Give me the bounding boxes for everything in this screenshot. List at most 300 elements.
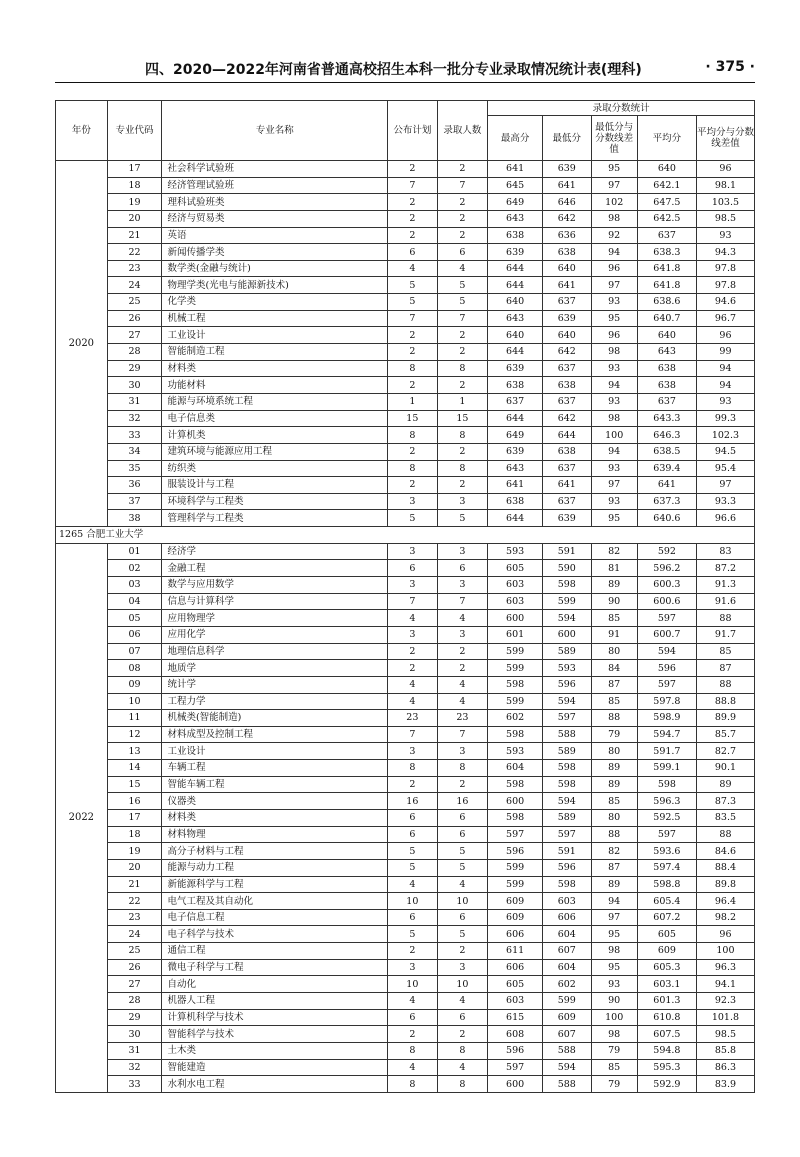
avg-score: 596.2 — [637, 560, 696, 577]
min-score: 639 — [543, 161, 591, 178]
avg-diff: 88 — [696, 826, 754, 843]
admitted-count: 4 — [437, 676, 488, 693]
major-name: 服装设计与工程 — [162, 477, 388, 494]
avg-score: 637.3 — [637, 493, 696, 510]
major-code: 28 — [107, 344, 162, 361]
major-name: 微电子科学与工程 — [162, 959, 388, 976]
max-score: 600 — [488, 793, 543, 810]
major-code: 30 — [107, 1026, 162, 1043]
table-row — [56, 1042, 755, 1059]
major-code: 26 — [107, 959, 162, 976]
planned-count: 2 — [388, 227, 438, 244]
admitted-count: 1 — [437, 393, 488, 410]
planned-count: 8 — [388, 460, 438, 477]
avg-score: 640.6 — [637, 510, 696, 527]
major-name: 机械类(智能制造) — [162, 710, 388, 727]
major-name: 应用物理学 — [162, 610, 388, 627]
table-row — [56, 1076, 755, 1093]
planned-count: 4 — [388, 693, 438, 710]
table-row — [56, 294, 755, 311]
admitted-count: 5 — [437, 510, 488, 527]
major-code: 27 — [107, 976, 162, 993]
min-diff: 91 — [591, 626, 637, 643]
max-score: 603 — [488, 993, 543, 1010]
table-row — [56, 1026, 755, 1043]
min-diff: 100 — [591, 1009, 637, 1026]
max-score: 598 — [488, 726, 543, 743]
min-score: 641 — [543, 277, 591, 294]
max-score: 593 — [488, 743, 543, 760]
page-header — [55, 55, 755, 83]
planned-count: 2 — [388, 943, 438, 960]
avg-score: 596 — [637, 660, 696, 677]
major-name: 计算机科学与技术 — [162, 1009, 388, 1026]
major-name: 工业设计 — [162, 743, 388, 760]
planned-count: 7 — [388, 726, 438, 743]
table-row — [56, 993, 755, 1010]
admitted-count: 7 — [437, 726, 488, 743]
min-diff: 95 — [591, 959, 637, 976]
avg-score: 594.8 — [637, 1042, 696, 1059]
admitted-count: 2 — [437, 161, 488, 178]
table-row — [56, 393, 755, 410]
avg-diff: 83.5 — [696, 809, 754, 826]
avg-score: 640 — [637, 161, 696, 178]
min-diff: 96 — [591, 327, 637, 344]
avg-score: 594 — [637, 643, 696, 660]
planned-count: 2 — [388, 477, 438, 494]
min-score: 603 — [543, 893, 591, 910]
major-name: 智能车辆工程 — [162, 776, 388, 793]
major-name: 新能源科学与工程 — [162, 876, 388, 893]
min-diff: 85 — [591, 693, 637, 710]
planned-count: 2 — [388, 660, 438, 677]
admitted-count: 5 — [437, 843, 488, 860]
avg-score: 598 — [637, 776, 696, 793]
major-name: 智能科学与技术 — [162, 1026, 388, 1043]
major-name: 机械工程 — [162, 310, 388, 327]
year-cell: 2020 — [56, 161, 108, 527]
min-diff: 80 — [591, 743, 637, 760]
table-row — [56, 1059, 755, 1076]
avg-diff: 93 — [696, 393, 754, 410]
admitted-count: 3 — [437, 743, 488, 760]
min-diff: 87 — [591, 676, 637, 693]
max-score: 606 — [488, 926, 543, 943]
major-name: 建筑环境与能源应用工程 — [162, 443, 388, 460]
min-diff: 94 — [591, 443, 637, 460]
major-name: 经济与贸易类 — [162, 210, 388, 227]
max-score: 603 — [488, 577, 543, 594]
admitted-count: 2 — [437, 227, 488, 244]
admitted-count: 6 — [437, 809, 488, 826]
planned-count: 3 — [388, 959, 438, 976]
avg-diff: 91.3 — [696, 577, 754, 594]
major-name: 金融工程 — [162, 560, 388, 577]
major-code: 34 — [107, 443, 162, 460]
major-code: 18 — [107, 177, 162, 194]
table-row — [56, 909, 755, 926]
table-row — [56, 344, 755, 361]
planned-count: 6 — [388, 909, 438, 926]
admitted-count: 4 — [437, 1059, 488, 1076]
avg-score: 591.7 — [637, 743, 696, 760]
min-score: 589 — [543, 809, 591, 826]
major-code: 33 — [107, 427, 162, 444]
min-score: 591 — [543, 543, 591, 560]
avg-diff: 99.3 — [696, 410, 754, 427]
admitted-count: 2 — [437, 477, 488, 494]
major-code: 37 — [107, 493, 162, 510]
min-diff: 94 — [591, 244, 637, 261]
table-row — [56, 477, 755, 494]
planned-count: 2 — [388, 776, 438, 793]
min-score: 642 — [543, 210, 591, 227]
table-row — [56, 726, 755, 743]
min-diff: 88 — [591, 710, 637, 727]
min-diff: 79 — [591, 1042, 637, 1059]
major-name: 智能建造 — [162, 1059, 388, 1076]
avg-score: 592 — [637, 543, 696, 560]
min-score: 590 — [543, 560, 591, 577]
max-score: 644 — [488, 260, 543, 277]
major-code: 29 — [107, 1009, 162, 1026]
avg-score: 642.1 — [637, 177, 696, 194]
min-diff: 89 — [591, 577, 637, 594]
major-name: 水利水电工程 — [162, 1076, 388, 1093]
planned-count: 6 — [388, 560, 438, 577]
table-row — [56, 943, 755, 960]
col-code: 专业代码 — [107, 101, 162, 161]
min-score: 638 — [543, 377, 591, 394]
min-diff: 89 — [591, 776, 637, 793]
avg-diff: 85 — [696, 643, 754, 660]
avg-score: 597 — [637, 610, 696, 627]
admitted-count: 3 — [437, 493, 488, 510]
major-code: 26 — [107, 310, 162, 327]
major-name: 机器人工程 — [162, 993, 388, 1010]
avg-diff: 98.5 — [696, 1026, 754, 1043]
min-diff: 87 — [591, 859, 637, 876]
avg-diff: 99 — [696, 344, 754, 361]
min-score: 604 — [543, 959, 591, 976]
university-label: 1265 合肥工业大学 — [56, 527, 755, 544]
max-score: 598 — [488, 676, 543, 693]
avg-score: 603.1 — [637, 976, 696, 993]
avg-score: 640 — [637, 327, 696, 344]
major-name: 仪器类 — [162, 793, 388, 810]
major-name: 数学类(金融与统计) — [162, 260, 388, 277]
admitted-count: 4 — [437, 693, 488, 710]
major-code: 24 — [107, 926, 162, 943]
avg-diff: 97.8 — [696, 260, 754, 277]
major-code: 14 — [107, 760, 162, 777]
table-row — [56, 1009, 755, 1026]
major-name: 地质学 — [162, 660, 388, 677]
min-diff: 94 — [591, 377, 637, 394]
major-name: 车辆工程 — [162, 760, 388, 777]
table-row — [56, 893, 755, 910]
admitted-count: 5 — [437, 294, 488, 311]
major-code: 35 — [107, 460, 162, 477]
avg-diff: 94.6 — [696, 294, 754, 311]
major-name: 社会科学试验班 — [162, 161, 388, 178]
min-score: 598 — [543, 577, 591, 594]
max-score: 649 — [488, 194, 543, 211]
min-diff: 95 — [591, 510, 637, 527]
major-code: 29 — [107, 360, 162, 377]
table-row — [56, 493, 755, 510]
admitted-count: 4 — [437, 260, 488, 277]
avg-score: 641 — [637, 477, 696, 494]
major-name: 经济管理试验班 — [162, 177, 388, 194]
avg-diff: 88.4 — [696, 859, 754, 876]
min-score: 596 — [543, 676, 591, 693]
min-score: 591 — [543, 843, 591, 860]
max-score: 615 — [488, 1009, 543, 1026]
avg-score: 605.4 — [637, 893, 696, 910]
min-score: 641 — [543, 477, 591, 494]
max-score: 600 — [488, 610, 543, 627]
admitted-count: 6 — [437, 560, 488, 577]
avg-score: 593.6 — [637, 843, 696, 860]
planned-count: 16 — [388, 793, 438, 810]
admitted-count: 2 — [437, 327, 488, 344]
admission-stats-table — [55, 100, 755, 1093]
min-diff: 98 — [591, 344, 637, 361]
major-code: 15 — [107, 776, 162, 793]
min-diff: 97 — [591, 477, 637, 494]
max-score: 638 — [488, 227, 543, 244]
planned-count: 2 — [388, 161, 438, 178]
major-code: 21 — [107, 227, 162, 244]
major-code: 38 — [107, 510, 162, 527]
admitted-count: 6 — [437, 909, 488, 926]
min-diff: 93 — [591, 294, 637, 311]
admitted-count: 2 — [437, 943, 488, 960]
max-score: 608 — [488, 1026, 543, 1043]
min-diff: 93 — [591, 360, 637, 377]
major-name: 化学类 — [162, 294, 388, 311]
max-score: 644 — [488, 410, 543, 427]
min-score: 638 — [543, 244, 591, 261]
admitted-count: 10 — [437, 893, 488, 910]
table-row — [56, 460, 755, 477]
admitted-count: 2 — [437, 643, 488, 660]
avg-diff: 98.5 — [696, 210, 754, 227]
max-score: 639 — [488, 443, 543, 460]
major-code: 25 — [107, 943, 162, 960]
planned-count: 8 — [388, 1042, 438, 1059]
min-score: 594 — [543, 1059, 591, 1076]
avg-score: 598.9 — [637, 710, 696, 727]
min-score: 642 — [543, 344, 591, 361]
max-score: 644 — [488, 277, 543, 294]
min-diff: 79 — [591, 726, 637, 743]
major-name: 自动化 — [162, 976, 388, 993]
min-diff: 92 — [591, 227, 637, 244]
table-row — [56, 560, 755, 577]
avg-diff: 91.7 — [696, 626, 754, 643]
avg-diff: 88 — [696, 676, 754, 693]
table-row — [56, 360, 755, 377]
major-code: 17 — [107, 809, 162, 826]
planned-count: 6 — [388, 1009, 438, 1026]
table-body — [56, 161, 755, 1093]
table-row — [56, 443, 755, 460]
planned-count: 7 — [388, 177, 438, 194]
major-name: 信息与计算科学 — [162, 593, 388, 610]
max-score: 611 — [488, 943, 543, 960]
avg-diff: 96.4 — [696, 893, 754, 910]
major-name: 功能材料 — [162, 377, 388, 394]
max-score: 605 — [488, 976, 543, 993]
major-name: 地理信息科学 — [162, 643, 388, 660]
major-code: 21 — [107, 876, 162, 893]
admitted-count: 5 — [437, 926, 488, 943]
avg-diff: 89 — [696, 776, 754, 793]
col-min: 最低分 — [543, 116, 591, 161]
table-row — [56, 676, 755, 693]
max-score: 602 — [488, 710, 543, 727]
avg-score: 597.8 — [637, 693, 696, 710]
max-score: 599 — [488, 643, 543, 660]
major-name: 电子信息类 — [162, 410, 388, 427]
min-score: 594 — [543, 693, 591, 710]
min-score: 637 — [543, 360, 591, 377]
min-score: 588 — [543, 1076, 591, 1093]
max-score: 639 — [488, 244, 543, 261]
major-name: 通信工程 — [162, 943, 388, 960]
admitted-count: 3 — [437, 577, 488, 594]
avg-score: 599.1 — [637, 760, 696, 777]
avg-diff: 85.8 — [696, 1042, 754, 1059]
planned-count: 5 — [388, 843, 438, 860]
admitted-count: 2 — [437, 1026, 488, 1043]
avg-score: 638.3 — [637, 244, 696, 261]
table-row — [56, 926, 755, 943]
col-score-group: 录取分数统计 — [488, 101, 755, 116]
avg-diff: 83 — [696, 543, 754, 560]
min-diff: 94 — [591, 893, 637, 910]
section-row — [56, 527, 755, 544]
major-name: 数学与应用数学 — [162, 577, 388, 594]
min-diff: 98 — [591, 410, 637, 427]
avg-diff: 82.7 — [696, 743, 754, 760]
min-score: 639 — [543, 310, 591, 327]
admitted-count: 6 — [437, 826, 488, 843]
col-min-diff: 最低分与分数线差值 — [591, 116, 637, 161]
min-score: 599 — [543, 593, 591, 610]
planned-count: 4 — [388, 993, 438, 1010]
major-code: 19 — [107, 843, 162, 860]
avg-diff: 97.8 — [696, 277, 754, 294]
avg-score: 597 — [637, 826, 696, 843]
major-code: 32 — [107, 1059, 162, 1076]
planned-count: 6 — [388, 826, 438, 843]
table-row — [56, 610, 755, 627]
max-score: 596 — [488, 843, 543, 860]
planned-count: 4 — [388, 1059, 438, 1076]
avg-score: 609 — [637, 943, 696, 960]
major-name: 新闻传播学类 — [162, 244, 388, 261]
min-diff: 80 — [591, 643, 637, 660]
major-code: 13 — [107, 743, 162, 760]
planned-count: 6 — [388, 244, 438, 261]
max-score: 599 — [488, 876, 543, 893]
avg-score: 598.8 — [637, 876, 696, 893]
avg-diff: 96.7 — [696, 310, 754, 327]
table-row — [56, 310, 755, 327]
max-score: 643 — [488, 460, 543, 477]
table-row — [56, 427, 755, 444]
avg-diff: 83.9 — [696, 1076, 754, 1093]
max-score: 638 — [488, 377, 543, 394]
min-score: 594 — [543, 610, 591, 627]
avg-diff: 94.1 — [696, 976, 754, 993]
min-diff: 88 — [591, 826, 637, 843]
table-row — [56, 976, 755, 993]
avg-diff: 84.6 — [696, 843, 754, 860]
major-code: 27 — [107, 327, 162, 344]
major-code: 01 — [107, 543, 162, 560]
major-name: 纺织类 — [162, 460, 388, 477]
major-name: 电子信息工程 — [162, 909, 388, 926]
major-code: 31 — [107, 393, 162, 410]
avg-score: 600.3 — [637, 577, 696, 594]
min-score: 646 — [543, 194, 591, 211]
major-name: 智能制造工程 — [162, 344, 388, 361]
avg-score: 640.7 — [637, 310, 696, 327]
min-score: 636 — [543, 227, 591, 244]
max-score: 641 — [488, 161, 543, 178]
max-score: 598 — [488, 809, 543, 826]
planned-count: 3 — [388, 543, 438, 560]
avg-score: 638 — [637, 377, 696, 394]
major-code: 10 — [107, 693, 162, 710]
max-score: 600 — [488, 1076, 543, 1093]
max-score: 644 — [488, 344, 543, 361]
table-row — [56, 693, 755, 710]
avg-diff: 96 — [696, 926, 754, 943]
min-score: 641 — [543, 177, 591, 194]
admitted-count: 8 — [437, 360, 488, 377]
major-name: 统计学 — [162, 676, 388, 693]
min-diff: 97 — [591, 177, 637, 194]
col-max: 最高分 — [488, 116, 543, 161]
table-row — [56, 859, 755, 876]
planned-count: 6 — [388, 809, 438, 826]
planned-count: 2 — [388, 377, 438, 394]
major-code: 36 — [107, 477, 162, 494]
table-row — [56, 959, 755, 976]
admitted-count: 8 — [437, 760, 488, 777]
admitted-count: 2 — [437, 776, 488, 793]
max-score: 601 — [488, 626, 543, 643]
max-score: 609 — [488, 893, 543, 910]
avg-score: 638.6 — [637, 294, 696, 311]
table-row — [56, 227, 755, 244]
major-name: 材料成型及控制工程 — [162, 726, 388, 743]
table-row — [56, 260, 755, 277]
table-row — [56, 876, 755, 893]
min-diff: 95 — [591, 161, 637, 178]
max-score: 643 — [488, 310, 543, 327]
avg-diff: 97 — [696, 477, 754, 494]
min-diff: 85 — [591, 610, 637, 627]
planned-count: 4 — [388, 610, 438, 627]
table-row — [56, 543, 755, 560]
